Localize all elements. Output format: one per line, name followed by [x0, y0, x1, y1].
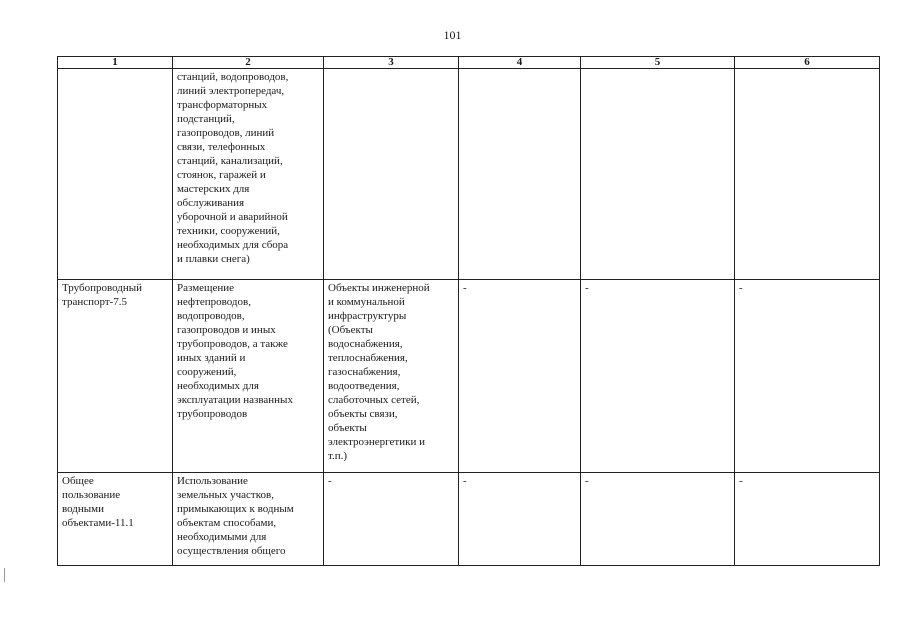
table-cell	[581, 69, 735, 280]
document-table	[57, 56, 880, 566]
table-row	[58, 69, 880, 280]
table-cell	[459, 69, 581, 280]
table-cell: -	[735, 280, 880, 473]
table-row	[58, 473, 880, 566]
table-cell: Трубопроводный транспорт-7.5	[58, 280, 173, 473]
column-header: 5	[581, 57, 735, 69]
table-cell: Размещение нефтепроводов, водопроводов, газопроводов и иных трубопроводов, а также иных зданий и сооружений, необходимых для эксплуатации названных трубопроводов	[173, 280, 324, 473]
column-header: 6	[735, 57, 880, 69]
column-header: 1	[58, 57, 173, 69]
margin-mark	[4, 568, 9, 582]
table-cell: -	[459, 280, 581, 473]
table-cell: -	[735, 473, 880, 566]
table-cell: Общее пользование водными объектами-11.1	[58, 473, 173, 566]
table-row	[58, 280, 880, 473]
table-cell	[324, 69, 459, 280]
column-header: 2	[173, 57, 324, 69]
table-header-row	[58, 57, 880, 69]
table-cell: -	[581, 280, 735, 473]
table-cell: -	[459, 473, 581, 566]
table-cell: -	[581, 473, 735, 566]
table-cell: -	[324, 473, 459, 566]
page-number: 101	[443, 28, 462, 42]
table-cell	[58, 69, 173, 280]
table-cell	[735, 69, 880, 280]
table-cell: Объекты инженерной и коммунальной инфраструктуры (Объекты водоснабжения, теплоснабжения, газоснабжения, водоотведения, слаботочных сетей, объекты связи, объекты электроэнергетики и т.п.)	[324, 280, 459, 473]
column-header: 3	[324, 57, 459, 69]
column-header: 4	[459, 57, 581, 69]
table-cell: Использование земельных участков, примыкающих к водным объектам способами, необходимыми для осуществления общего	[173, 473, 324, 566]
table-cell: станций, водопроводов, линий электропередач, трансформаторных подстанций, газопроводов, линий связи, телефонных станций, канализаций, стоянок, гаражей и мастерских для обслуживания уборочной и аварийной техники, сооружений, необходимых для сбора и плавки снега)	[173, 69, 324, 280]
